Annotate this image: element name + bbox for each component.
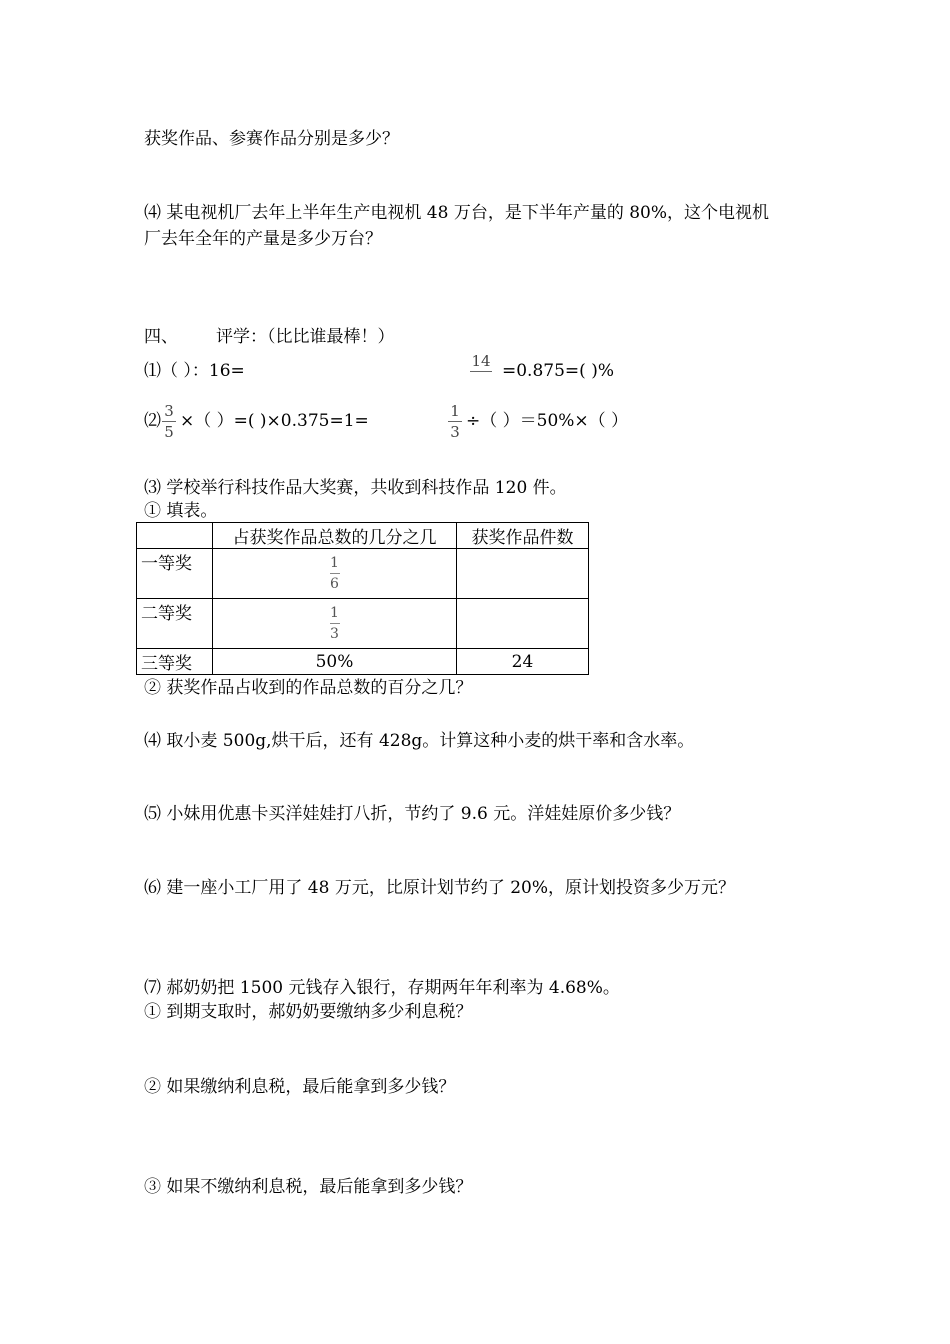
q3-sub1: ① 填表。: [144, 501, 218, 521]
q2-middle: ×（ ）=( )×0.375=1=: [180, 411, 369, 431]
share-fraction: [330, 605, 340, 642]
table-header-cell: [137, 523, 213, 549]
row-label: 二等奖: [137, 599, 213, 649]
share-fraction-denominator: 3: [330, 625, 339, 642]
share-fraction-numerator: 1: [330, 604, 339, 621]
table-row: [137, 599, 589, 649]
question-6: ⑹ 建一座小工厂用了 48 万元，比原计划节约了 20%，原计划投资多少万元？: [144, 878, 736, 898]
q7-intro: ⑺ 郝奶奶把 1500 元钱存入银行，存期两年年利率为 4.68%。: [144, 978, 620, 998]
fraction-bar: [448, 421, 462, 422]
question-tv-line1: ⑷ 某电视机厂去年上半年生产电视机 48 万台，是下半年产量的 80%，这个电视机: [144, 203, 770, 223]
q1-fraction: [470, 352, 492, 373]
share-fraction-numerator: 1: [330, 554, 339, 571]
fraction-bar: [470, 371, 492, 372]
fraction-bar: [162, 421, 176, 422]
q2-tail: ÷（ ）＝50%×（ ）: [466, 411, 629, 431]
row-label: 三等奖: [137, 649, 213, 675]
q3-sub2: ② 获奖作品占收到的作品总数的百分之几？: [144, 678, 473, 698]
q2-fraction-2-numerator: 1: [450, 402, 460, 420]
question-5: ⑸ 小妹用优惠卡买洋娃娃打八折，节约了 9.6 元。洋娃娃原价多少钱？: [144, 804, 681, 824]
q2-fraction-1-denominator: 5: [164, 423, 174, 441]
question-tv-line2: 厂去年全年的产量是多少万台？: [144, 229, 382, 249]
continuation-line: 获奖作品、参赛作品分别是多少？: [144, 129, 399, 149]
count-cell: 24: [457, 649, 589, 675]
q7-sub2: ② 如果缴纳利息税，最后能拿到多少钱？: [144, 1077, 456, 1097]
q3-intro: ⑶ 学校举行科技作品大奖赛，共收到科技作品 120 件。: [144, 478, 567, 498]
awards-table: [136, 522, 589, 675]
q2-fraction-1: [162, 402, 176, 441]
share-cell: [213, 549, 457, 599]
q2-fraction-2-denominator: 3: [450, 423, 460, 441]
q2-fraction-1-numerator: 3: [164, 402, 174, 420]
section-number: 四、: [144, 327, 178, 347]
count-cell: [457, 549, 589, 599]
section-title: 评学：（比比谁最棒！）: [216, 327, 395, 347]
share-fraction-denominator: 6: [330, 575, 339, 592]
share-cell: 50%: [213, 649, 457, 675]
q1-fraction-numerator: 14: [471, 352, 491, 370]
table-header-row: [137, 523, 589, 549]
fraction-bar: [330, 573, 340, 574]
table-row: [137, 649, 589, 675]
share-fraction: [330, 555, 340, 592]
q7-sub3: ③ 如果不缴纳利息税，最后能拿到多少钱？: [144, 1177, 473, 1197]
section-heading: [144, 325, 395, 349]
q1-left: ⑴（ ）：16=: [144, 361, 245, 381]
table-row: [137, 549, 589, 599]
question-4: ⑷ 取小麦 500g,烘干后，还有 428g。计算这种小麦的烘干率和含水率。: [144, 731, 695, 751]
q1-right: =0.875=( )%: [502, 361, 614, 381]
share-cell: [213, 599, 457, 649]
q2-fraction-2: [448, 402, 462, 441]
count-cell: [457, 599, 589, 649]
row-label: 一等奖: [137, 549, 213, 599]
q2-label: ⑵: [144, 411, 161, 431]
q7-sub1: ① 到期支取时，郝奶奶要缴纳多少利息税？: [144, 1002, 473, 1022]
table-header-cell: 占获奖作品总数的几分之几: [213, 523, 457, 549]
fraction-bar: [330, 623, 340, 624]
table-header-cell: 获奖作品件数: [457, 523, 589, 549]
